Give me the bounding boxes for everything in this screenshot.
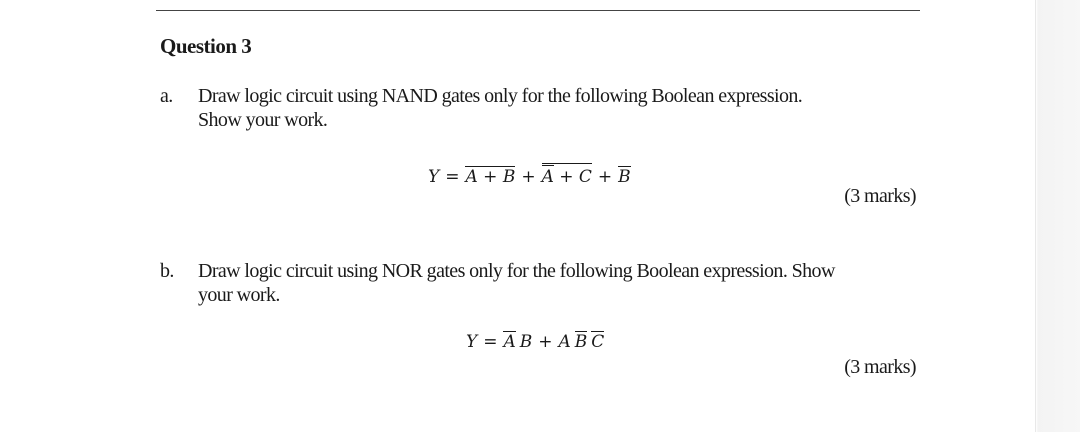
eq-b-t1-a: A [503,332,516,352]
eq-a-plus2: + [597,167,613,187]
part-b-line1: Draw logic circuit using NOR gates only for the following Boolean expression. Show [198,260,835,282]
part-a-marks: (3 marks) [844,185,916,207]
page-edge [1035,0,1080,432]
part-a-letter: a. [160,85,173,107]
part-a [160,84,920,134]
part-b-letter: b. [160,260,174,282]
equation-b [466,331,604,352]
eq-a-term1: A + B [465,167,516,187]
question-title: Question 3 [160,34,252,58]
part-a-line2: Show your work. [198,109,328,131]
part-a-text [198,84,802,132]
eq-b-t2-a: A [558,332,571,352]
eq-a-term2-rest: + C [553,167,592,187]
part-b [160,259,920,309]
part-a-line1: Draw logic circuit using NAND gates only for the following Boolean expression. [198,85,803,107]
eq-b-lhs: Y [466,332,478,352]
eq-a-term2-bar: A [541,167,554,187]
eq-a-term3: B [618,167,631,187]
equation-a [428,163,631,187]
part-b-marks: (3 marks) [844,356,916,378]
eq-a-lhs: Y [428,167,440,187]
eq-b-t2-c: C [591,332,605,352]
eq-b-equals: = [483,332,498,352]
part-b-line2: your work. [198,284,280,306]
eq-b-t1-b: B [519,332,533,352]
eq-a-term2 [542,163,592,186]
part-b-text [198,259,835,307]
eq-b-plus: + [538,332,553,352]
eq-a-equals: = [445,167,460,187]
eq-b-t2-b: B [574,332,588,352]
eq-a-plus1: + [521,167,536,187]
top-divider [156,10,920,11]
